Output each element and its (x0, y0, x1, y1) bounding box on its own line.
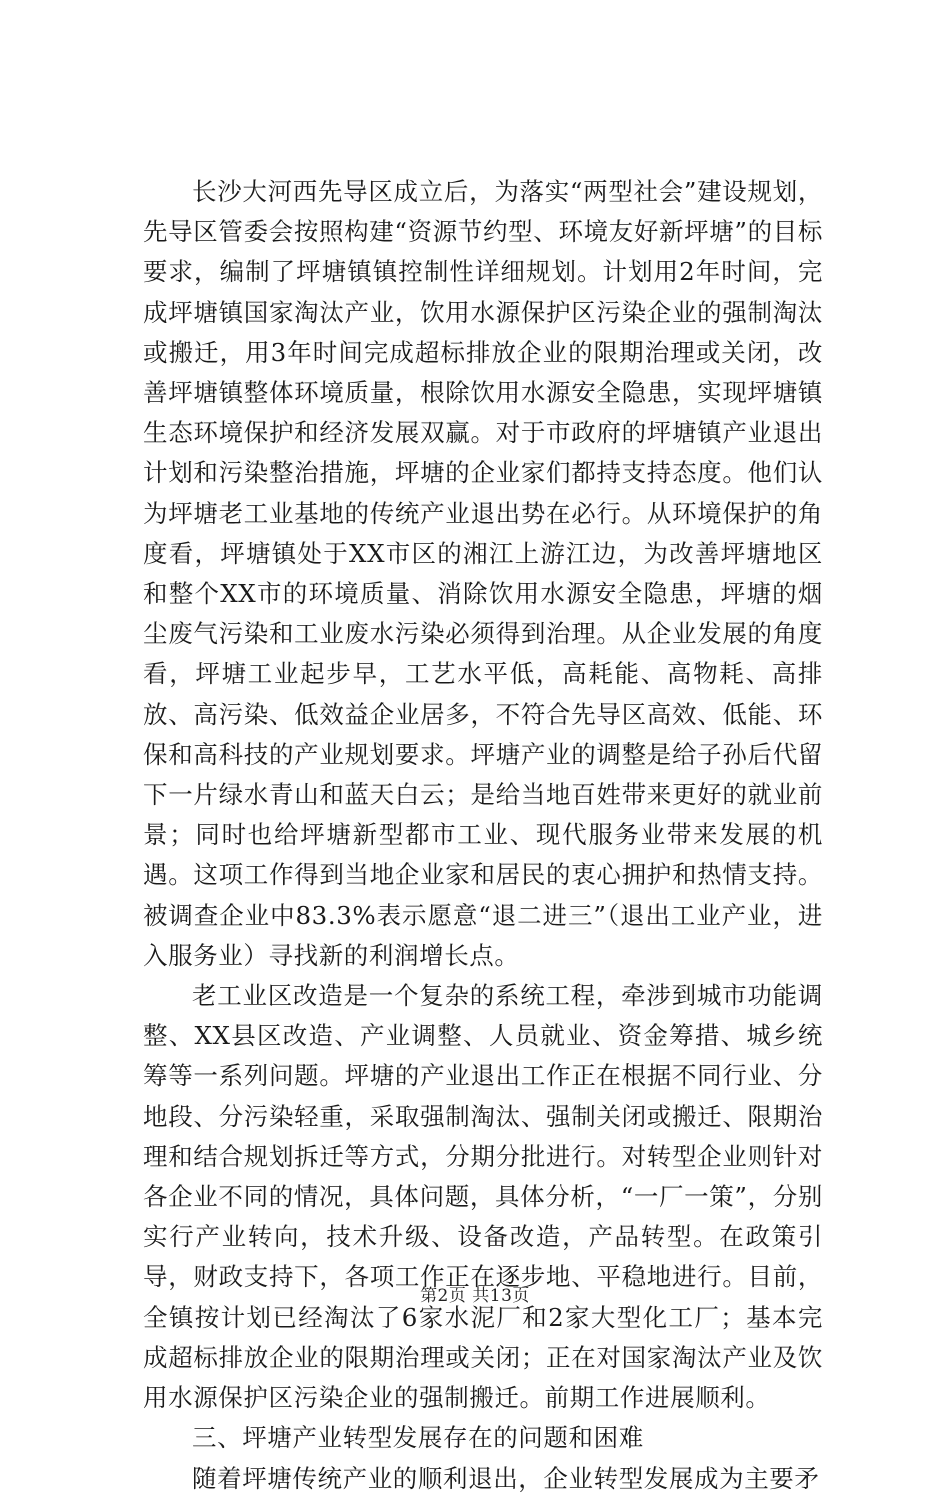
page-number-footer: 第2页 共13页 (420, 1286, 530, 1306)
paragraph-1: 长沙大河西先导区成立后，为落实“两型社会”建设规划，先导区管委会按照构建“资源节约型、环境友好新坪塘”的目标要求，编制了坪塘镇镇控制性详细规划。计划用2年时间，完成坪塘镇国家淘汰产业，饮用水源保护区污染企业的强制淘汰或搬迁，用3年时间完成超标排放企业的限期治理或关闭，改善坪塘镇整体环境质量，根除饮用水源安全隐患，实现坪塘镇生态环境保护和经济发展双赢。对于市政府的坪塘镇产业退出计划和污染整治措施，坪塘的企业家们都持支持态度。他们认为坪塘老工业基地的传统产业退出势在必行。从环境保护的角度看，坪塘镇处于XX市区的湘江上游江边，为改善坪塘地区和整个XX市的环境质量、消除饮用水源安全隐患，坪塘的烟尘废气污染和工业废水污染必须得到治理。从企业发展的角度看，坪塘工业起步早，工艺水平低，高耗能、高物耗、高排放、高污染、低效益企业居多，不符合先导区高效、低能、环保和高科技的产业规划要求。坪塘产业的调整是给子孙后代留下一片绿水青山和蓝天白云；是给当地百姓带来更好的就业前景；同时也给坪塘新型都市工业、现代服务业带来发展的机遇。这项工作得到当地企业家和居民的衷心拥护和热情支持。被调查企业中83.3%表示愿意“退二进三”（退出工业产业，进入服务业）寻找新的利润增长点。 (143, 177, 823, 970)
section-heading: 三、坪塘产业转型发展存在的问题和困难 (192, 1423, 644, 1453)
paragraph-2: 老工业区改造是一个复杂的系统工程，牵涉到城市功能调整、XX县区改造、产业调整、人员就业、资金筹措、城乡统筹等一系列问题。坪塘的产业退出工作正在根据不同行业、分地段、分污染轻重，采取强制淘汰、强制关闭或搬迁、限期治理和结合规划拆迁等方式，分期分批进行。对转型企业则针对各企业不同的情况，具体问题，具体分析，“一厂一策”，分别实行产业转向，技术升级、设备改造，产品转型。在政策引导，财政支持下，各项工作正在逐步地、平稳地进行。目前，全镇按计划已经淘汰了6家水泥厂和2家大型化工厂；基本完成超标排放企业的限期治理或关闭；正在对国家淘汰产业及饮用水源保护区污染企业的强制搬迁。前期工作进展顺利。 (143, 981, 823, 1413)
paragraph-3: 随着坪塘传统产业的顺利退出，企业转型发展成为主要矛 (192, 1463, 820, 1493)
